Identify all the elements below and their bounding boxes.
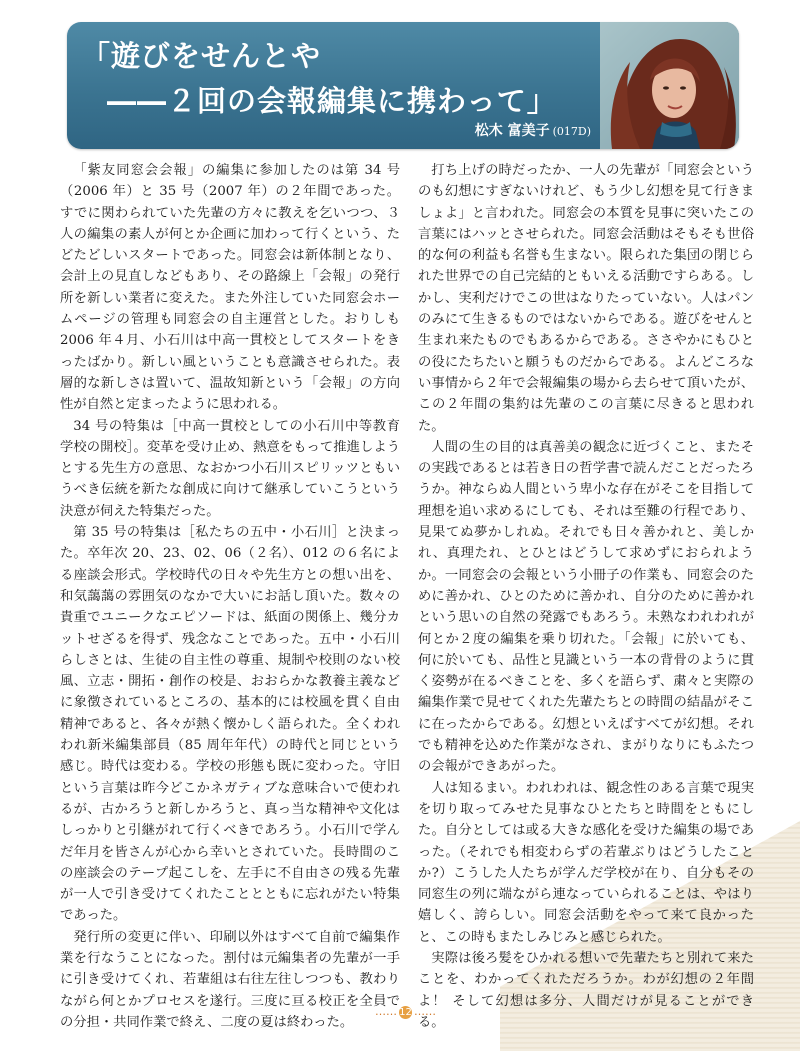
article-body-left-column <box>60 160 400 1033</box>
author-class-code: (017D) <box>552 125 591 138</box>
article-title-line1: 「遊びをせんとや <box>81 39 322 73</box>
paragraph: 第 35 号の特集は［私たちの五中・小石川］と決まった。卒年次 20、23、02、06（２名）、012 の６名による座談会形式。学校時代の日々や先生方との想い出を、和気藹藹の雰囲気のなかで大いにお話し頂いた。数々の貴重でユニークなエピソードは、紙面の関係上、幾分カットせざるを得ず、残念なことであった。五中・小石川らしさとは、生徒の自主性の尊重、規制や校則のない校風、立志・開拓・創作の校是、おおらかな教養主義などに象徴されているところの、基本的には校風を貫く自由精神であると、各々が熱く懐かしく語られた。全くわれわれ新米編集部員（85 周年年代）の時代と同じという感じ。時代は変わる。学校の形態も既に変わった。守旧という言葉は昨今どこかネガティブな意味合いで使われるが、古かろうと新しかろうと、真っ当な精神や文化はしっかりと引継がれて行くべきであろう。小石川で学んだ年月を皆さんが心から幸いとされていた。長時間のこの座談会のテープ起こしを、左手に不自由さの残る先輩が一人で引き受けてくれたこととともに忘れがたい特集であった。 <box>60 525 400 924</box>
paragraph: 打ち上げの時だったか、一人の先輩が「同窓会というのも幻想にすぎないけれど、もう少し幻想を見て行きましょよ」と言われた。同窓会の本質を見事に突いたこの言葉にはハッとさせられた。同窓会活動はそもそも世俗的な何の利益も名誉も生まない。限られた集団の閉じられた世界での自己完結的ともいえる活動ですらある。しかし、実利だけでこの世はなりたっていない。人はパンのみにて生きるものではないからである。遊びをせんと生まれ来たものでもあるからである。ささやかにもひとの役にたちたいと願うものだからである。よんどころない事情から２年で会報編集の場から去らせて頂いたが、この２年間の集約は先輩のこの言葉に尽きると思われた。 <box>418 163 754 434</box>
article-body-right-column <box>418 160 754 1033</box>
author-name: 松木 富美子 <box>474 123 550 139</box>
page-dots-right: …… <box>414 1005 436 1018</box>
page-number <box>375 1005 436 1019</box>
article-title-line2: ――２回の会報編集に携わって」 <box>107 84 557 118</box>
paragraph: 実際は後ろ髪をひかれる想いで先輩たちと別れて来たことを、わかってくれただろうか。わが幻想の２年間よ！ そして幻想は多分、人間だけが見ることができる。 <box>418 950 754 1030</box>
author-portrait-photo <box>600 22 739 149</box>
article-header <box>67 22 739 149</box>
paragraph: 人は知るまい。われわれは、観念性のある言葉で現実を切り取ってみせた見事なひとたちと時間をともにした。自分としては或る大きな感化を受けた編集の場であった。（それでも相変わらずの若輩ぶりはどうしたことか?）こうした人たちが学んだ学校が在り、自分もその同窓生の列に端ながら連なっていられることは、やはり嬉しく、誇らしい。同窓会活動をやって来て良かったと、この時もまたしみじみと感じられた。 <box>418 780 754 945</box>
portrait-illustration <box>600 22 739 149</box>
paragraph: 発行所の変更に伴い、印刷以外はすべて自前で編集作業を行なうことになった。割付は元編集者の先輩が一手に引き受けてくれ、若輩組は右往左往しつつも、教わりながら何とかプロセスを遂行。三度に亘る校正を全員での分担・共同作業で終え、二度の夏は終わった。 <box>60 929 400 1030</box>
page-dots-left: …… <box>375 1005 397 1018</box>
paragraph: 34 号の特集は［中高一貫校としての小石川中等教育学校の開校］。変革を受け止め、熱意をもって推進しようとする先生方の意思、なおかつ小石川スピリッツともいうべき伝統を新たな創成に向けて継承していこうという決意が伺えた特集だった。 <box>60 418 400 519</box>
author-byline <box>475 120 591 140</box>
paragraph: 「紫友同窓会会報」の編集に参加したのは第 34 号（2006 年）と 35 号（2007 年）の２年間であった。すでに関わられていた先輩の方々に教えを乞いつつ、３人の編集の素人が何とか企画に加わって行くという、たどたどしいスタートであった。同窓会は新体制となり、会計上の見直しなどもあり、その路線上「会報」の発行所を新しい業者に変えた。また外注していた同窓会ホームページの管理も同窓会の自主運営とした。おりしも 2006 年４月、小石川は中高一貫校としてスタートをきったばかり。新しい風ということも意識させられた。表層的な新しさは置いて、温故知新という「会報」の方向性が自然と定まったように思われる。 <box>60 163 400 413</box>
page-number-badge: 12 <box>399 1007 412 1018</box>
paragraph: 人間の生の目的は真善美の観念に近づくこと、またその実践であるとは若き日の哲学書で読んだことだったろうか。神ならぬ人間という卑小な存在がそこを目指して理想を追い求めるにしても、それは至難の行程であり、見果てぬ夢かしれぬ。それでも日々善かれと、美しかれ、真理たれ、とひとはどうして求めずにおられようか。一同窓会の会報という小冊子の作業も、同窓会のために善かれ、ひとのために善かれ、自分のために善かれという思いの自然の発露でもあろう。未熟なわれわれが何とか２度の編集を乗り切れた。「会報」に於いても、何に於いても、品性と見識という一本の背骨のように貫く姿勢が在るべきことを、多くを語らず、粛々と実際の編集作業で見せてくれた先輩たちとの時間の結晶がそこに在ったからである。幻想といえばすべてが幻想。それでも精神を込めた作業がなされ、まがりなりにもふたつの会報ができあがった。 <box>418 439 754 775</box>
